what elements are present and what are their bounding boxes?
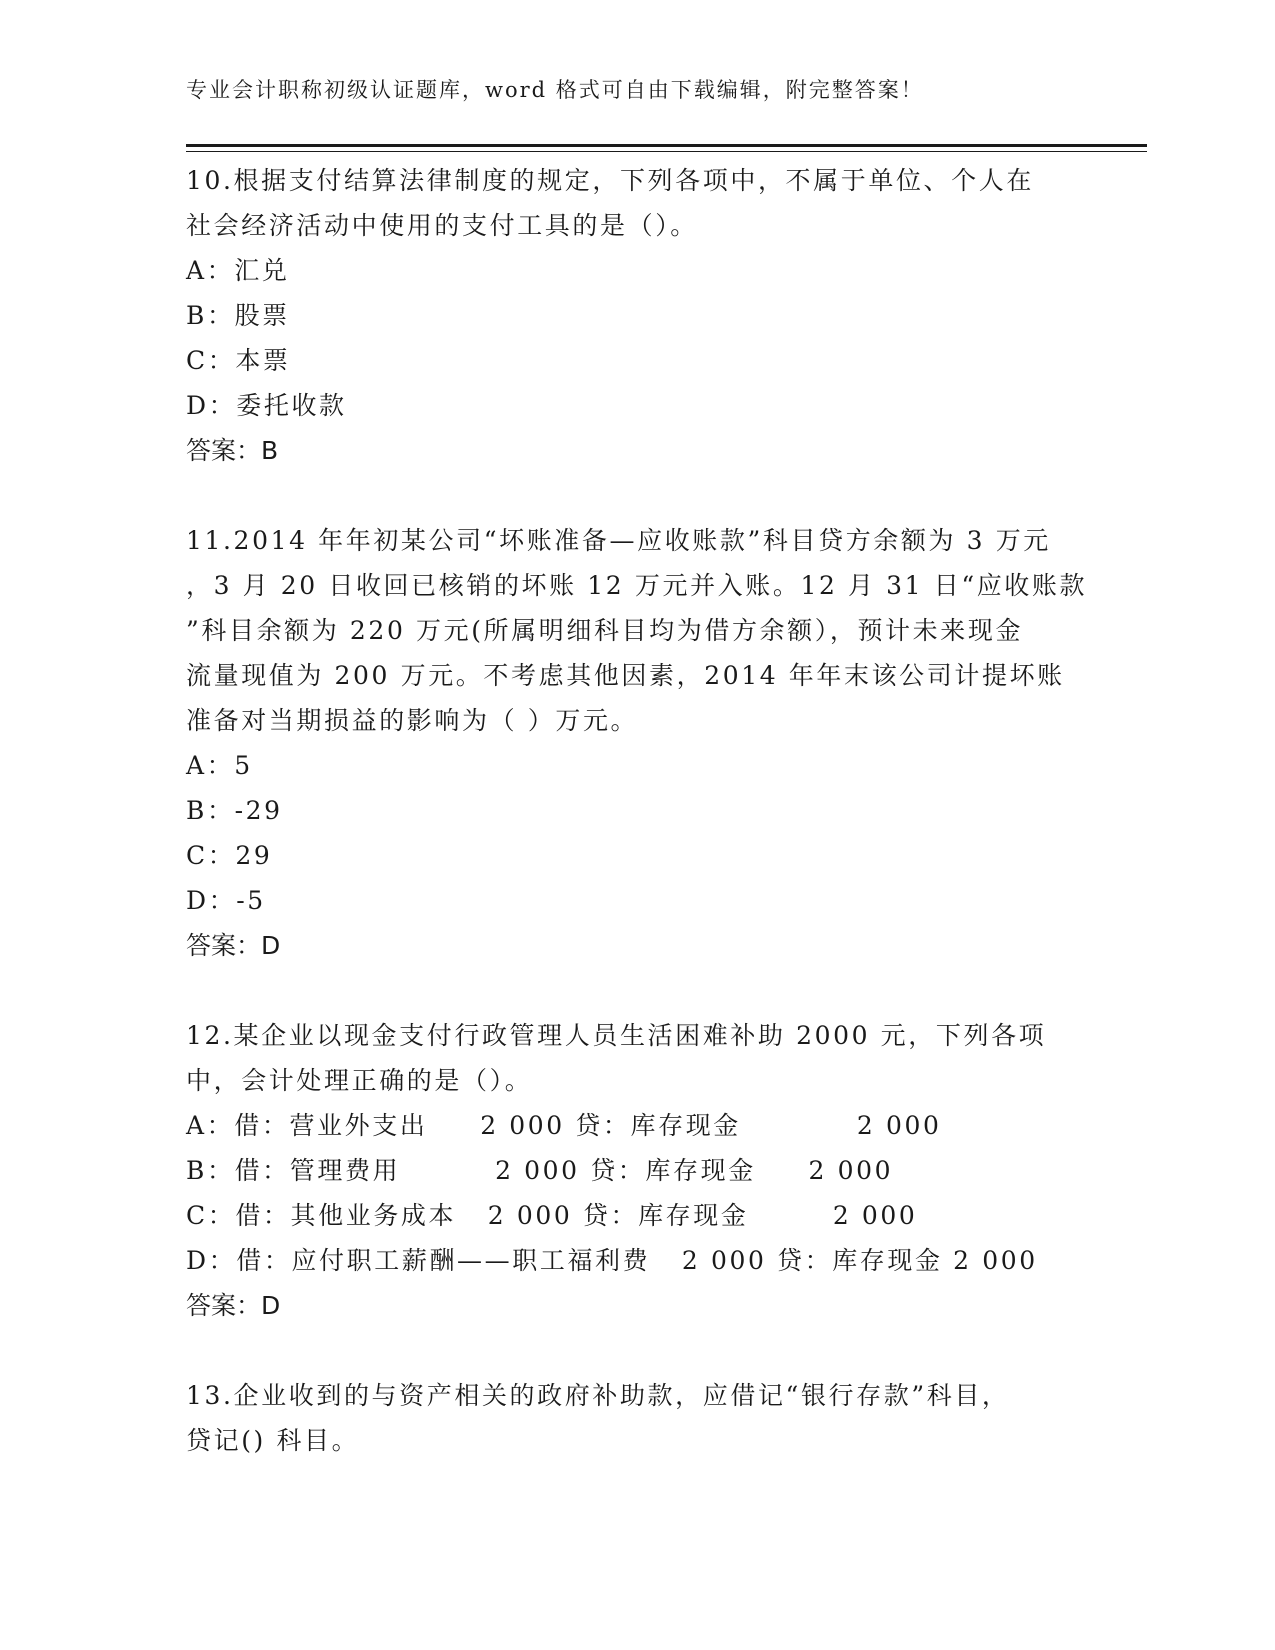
answer: 答案：D [186, 931, 281, 960]
option-b: B：股票 [186, 301, 290, 330]
page-header: 专业会计职称初级认证题库，word 格式可自由下载编辑，附完整答案！ [186, 78, 924, 102]
question-text-line: 13.企业收到的与资产相关的政府补助款，应借记“银行存款”科目， [186, 1381, 1010, 1410]
option-a: A：借：营业外支出 2 000 贷：库存现金 2 000 [186, 1111, 942, 1140]
question-text-line: 社会经济活动中使用的支付工具的是（）。 [186, 211, 698, 240]
option-d: D：委托收款 [186, 391, 347, 420]
question-text-line: ”科目余额为 220 万元(所属明细科目均为借方余额），预计未来现金 [186, 616, 1024, 645]
question-text-line: 10.根据支付结算法律制度的规定，下列各项中，不属于单位、个人在 [186, 166, 1034, 195]
question-text-line: ，3 月 20 日收回已核销的坏账 12 万元并入账。12 月 31 日“应收账款 [186, 571, 1088, 600]
header-rule-thin [186, 151, 1147, 152]
answer: 答案：D [186, 1291, 281, 1320]
question-text-line: 中，会计处理正确的是（）。 [186, 1066, 533, 1095]
question-12 [186, 1013, 1086, 1328]
option-d: D：-5 [186, 886, 266, 915]
spacer [186, 1328, 1086, 1373]
spacer [186, 968, 1086, 1013]
question-text-line: 贷记() 科目。 [186, 1426, 360, 1455]
option-c: C：本票 [186, 346, 291, 375]
header-rule-thick [186, 144, 1147, 147]
option-b: B：-29 [186, 796, 283, 825]
option-d: D：借：应付职工薪酬——职工福利费 2 000 贷：库存现金 2 000 [186, 1246, 1038, 1275]
option-c: C：29 [186, 841, 273, 870]
answer: 答案：B [186, 436, 279, 465]
question-text-line: 准备对当期损益的影响为（ ）万元。 [186, 706, 639, 735]
option-b: B：借：管理费用 2 000 贷：库存现金 2 000 [186, 1156, 894, 1185]
option-a: A：汇兑 [186, 256, 290, 285]
question-text-line: 12.某企业以现金支付行政管理人员生活困难补助 2000 元，下列各项 [186, 1021, 1047, 1050]
question-text-line: 流量现值为 200 万元。不考虑其他因素，2014 年年末该公司计提坏账 [186, 661, 1065, 690]
option-a: A：5 [186, 751, 253, 780]
spacer [186, 473, 1086, 518]
question-11 [186, 518, 1086, 968]
question-10 [186, 158, 1086, 473]
option-c: C：借：其他业务成本 2 000 贷：库存现金 2 000 [186, 1201, 918, 1230]
question-text-line: 11.2014 年年初某公司“坏账准备—应收账款”科目贷方余额为 3 万元 [186, 526, 1051, 555]
question-13 [186, 1373, 1086, 1463]
question-list [186, 158, 1086, 1463]
